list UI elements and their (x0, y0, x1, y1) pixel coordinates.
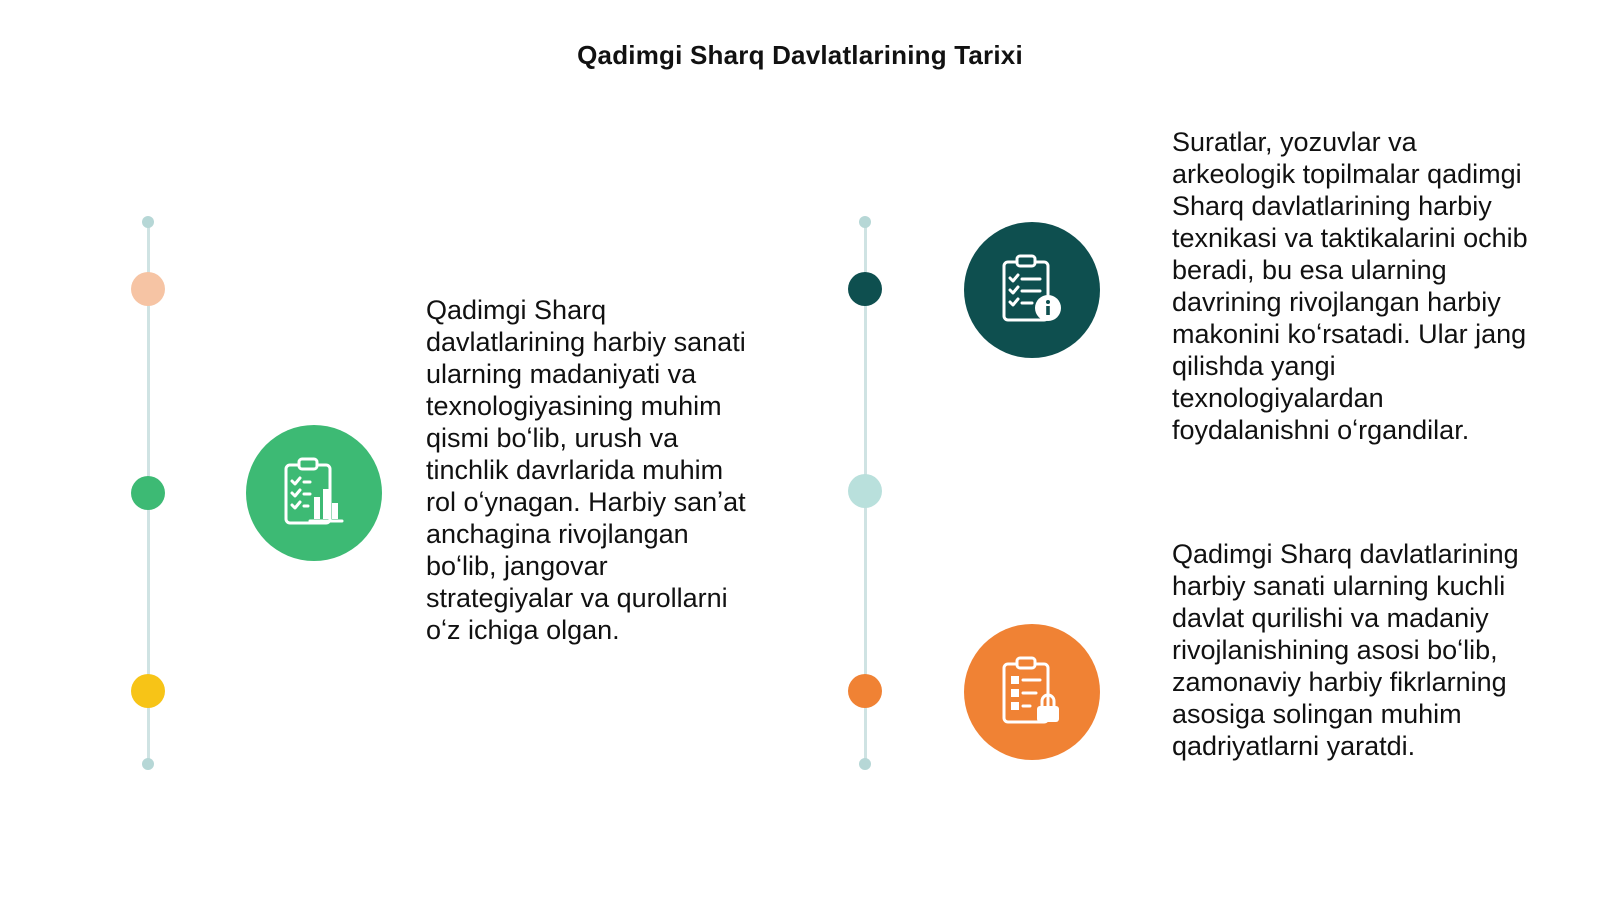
right-timeline-dot-orange (848, 674, 882, 708)
paragraph-left: Qadimgi Sharq davlatlarining harbiy sanati ularning madaniyati va texnologiyasining muhim qismi boʻlib, urush va tinchlik davrlarida muhim rol oʻynagan. Harbiy sanʼat anchagina rivojlangan boʻlib, jangovar strategiyalar va qurollarni oʻz ichiga olgan. (426, 295, 746, 645)
right-timeline-bottom-cap (859, 758, 871, 770)
paragraph-right-bottom: Qadimgi Sharq davlatlarining harbiy sanati ularning kuchli davlat qurilishi va madaniy rivojlanishining asosi boʻlib, zamonaviy harbiy fikrlarning asosiga solingan muhim qadriyatlarni yaratdi. (1172, 539, 1519, 761)
clipboard-chart-icon (246, 425, 382, 561)
left-timeline-dot-peach (131, 272, 165, 306)
page-title: Qadimgi Sharq Davlatlarining Tarixi (577, 40, 1023, 70)
left-timeline-bottom-cap (142, 758, 154, 770)
clipboard-lock-icon (964, 624, 1100, 760)
right-timeline-dot-teal (848, 272, 882, 306)
left-timeline-top-cap (142, 216, 154, 228)
right-timeline-dot-mint (848, 474, 882, 508)
paragraph-right-top: Suratlar, yozuvlar va arkeologik topilmalar qadimgi Sharq davlatlarining harbiy texnikasi va taktikalarini ochib beradi, bu esa ularning davrining rivojlangan harbiy makonini koʻrsatadi. Ular jang qilishda yangi texnologiyalardan foydalanishni oʻrgandilar. (1172, 127, 1528, 445)
clipboard-info-icon (964, 222, 1100, 358)
left-timeline-dot-green (131, 476, 165, 510)
left-timeline-dot-yellow (131, 674, 165, 708)
right-timeline-top-cap (859, 216, 871, 228)
